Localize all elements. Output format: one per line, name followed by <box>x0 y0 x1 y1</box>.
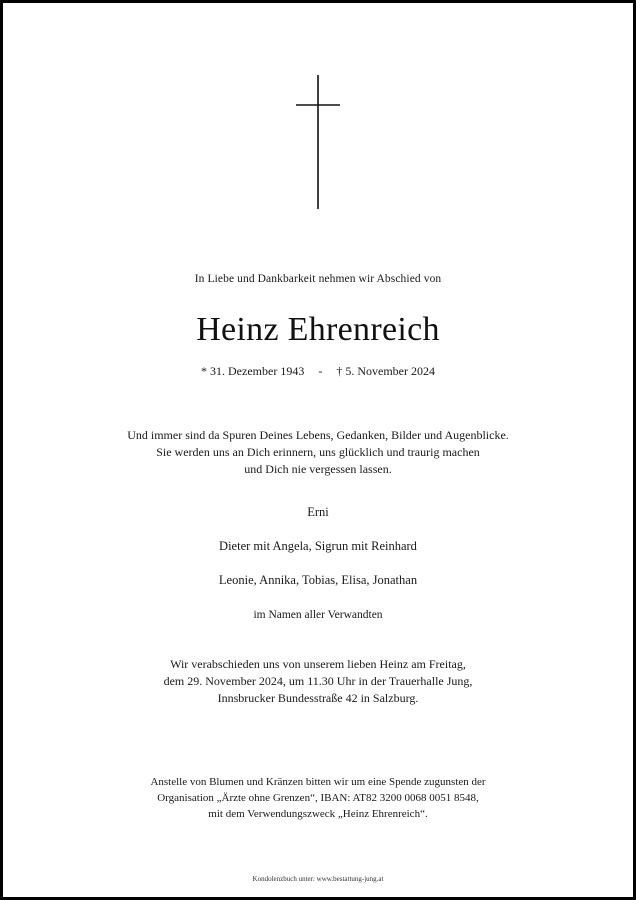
donation-line: Organisation „Ärzte ohne Grenzen“, IBAN: AT82 3200 0068 0051 8548, <box>157 792 479 804</box>
verse-line: und Dich nie vergessen lassen. <box>244 462 392 476</box>
family-spouse: Erni <box>307 505 329 519</box>
verse-line: Und immer sind da Spuren Deines Lebens, Gedanken, Bilder und Augenblicke. <box>127 428 509 442</box>
farewell-line: Innsbrucker Bundesstraße 42 in Salzburg. <box>217 691 419 705</box>
deceased-name: Heinz Ehrenreich <box>196 311 440 348</box>
donation-line: Anstelle von Blumen und Kränzen bitten wir um eine Spende zugunsten der <box>150 776 486 788</box>
date-separator: - <box>318 364 323 378</box>
on-behalf-text: im Namen aller Verwandten <box>253 609 383 621</box>
donation-line: mit dem Verwendungszweck „Heinz Ehrenreich“. <box>208 808 428 820</box>
donation-request <box>3 774 633 822</box>
family-children: Dieter mit Angela, Sigrun mit Reinhard <box>219 539 417 553</box>
family-grandchildren: Leonie, Annika, Tobias, Elisa, Jonathan <box>218 573 418 587</box>
birth-date: * 31. Dezember 1943 <box>201 364 305 378</box>
verse-line: Sie werden uns an Dich erinnern, uns glücklich und traurig machen <box>156 445 480 459</box>
memorial-verse <box>3 427 633 478</box>
condolence-book-link[interactable]: Kondolenzbuch unter: www.bestattung-jung.at <box>252 875 384 883</box>
life-dates <box>3 364 633 379</box>
intro-text: In Liebe und Dankbarkeit nehmen wir Abschied von <box>194 273 442 285</box>
farewell-line: dem 29. November 2024, um 11.30 Uhr in der Trauerhalle Jung, <box>163 674 473 688</box>
death-date: † 5. November 2024 <box>336 364 435 378</box>
farewell-line: Wir verabschieden uns von unserem lieben Heinz am Freitag, <box>170 657 466 671</box>
farewell-details <box>3 656 633 707</box>
cross-icon <box>3 3 633 223</box>
